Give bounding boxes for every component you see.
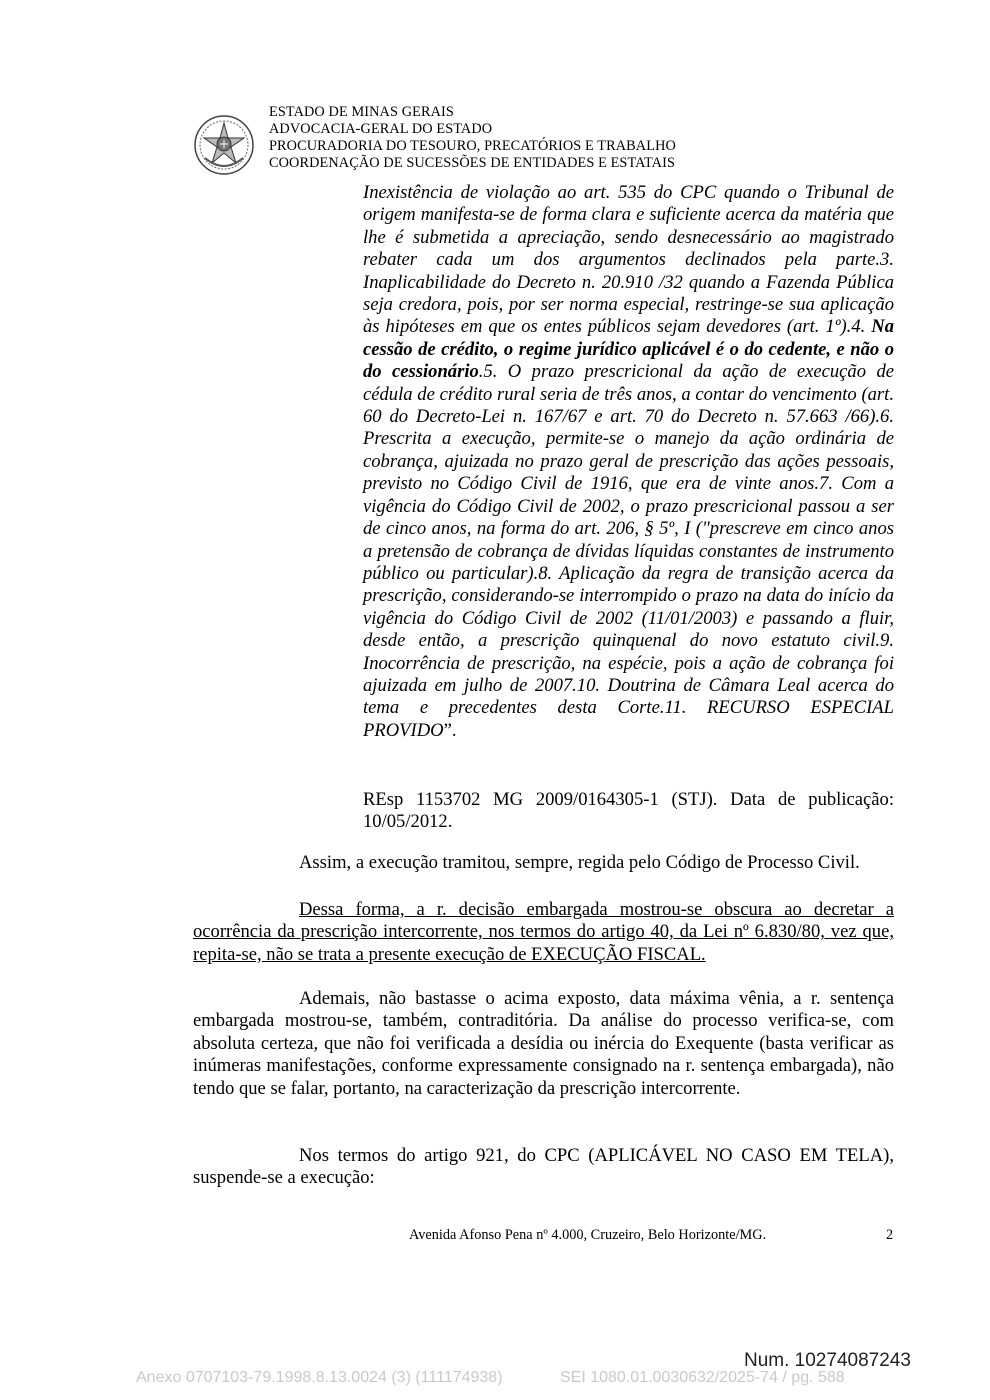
paragraph-obscure-decision: [193, 899, 894, 966]
case-reference: REsp 1153702 MG 2009/0164305-1 (STJ). Data de publicação: 10/05/2012.: [363, 789, 894, 833]
citation-highlight: Na cessão de crédito, o regime jurídico aplicável é o do cedente, e não o do cessionário: [363, 316, 894, 383]
document-number-stamp: Num. 10274087243: [744, 1350, 911, 1371]
coat-of-arms-icon: [193, 114, 255, 176]
sei-stamp: SEI 1080.01.0030632/2025-74 / pg. 588: [560, 1369, 845, 1386]
citation-text-part2: .5. O prazo prescricional da ação de execução de cédula de crédito rural seria de três anos, a contar do vencimento (art. 60 do Decreto-Lei n. 167/67 e art. 70 do Decreto n. 57.663 /66).6. Prescrita a execução, permite-se o manejo da ação ordinária de cobrança, ajuizada no prazo geral de prescrição das ações pessoais, previsto no Código Civil de 1916, que era de vinte anos.7. Com a vigência do Código Civil de 2002, o prazo prescricional passou a ser de cinco anos, na forma do art. 206, § 5º, I ("prescreve em cinco anos a pretensão de cobrança de dívidas líquidas constantes de instrumento público ou particular).8. Aplicação da regra de transição acerca da prescrição, considerando-se interrompido o prazo na data do início da vigência do Código Civil de 2002 (11/01/2003) e passando a fluir, desde então, a prescrição quinquenal do novo estatuto civil.9. Inocorrência de prescrição, na espécie, pois a ação de cobrança foi ajuizada em julho de 2007.10. Doutrina de Câmara Leal acerca do tema e precedentes desta Corte.11. RECURSO ESPECIAL PROVIDO: [363, 361, 894, 741]
paragraph-obscure-text: Dessa forma, a r. decisão embargada mostrou-se obscura ao decretar a ocorrência da prescrição intercorrente, nos termos do artigo 40, da Lei nº 6.830/80, vez que, repita-se, não se trata a presente execução de EXECUÇÃO FISCAL.: [193, 899, 894, 965]
paragraph-contradiction: Ademais, não bastasse o acima exposto, data máxima vênia, a r. sentença embargada mostrou-se, também, contraditória. Da análise do processo verifica-se, com absoluta certeza, que não foi verificada a desídia ou inércia do Exequente (basta verificar as inúmeras manifestações, conforme expressamente consignado na r. sentença embargada), não tendo que se falar, portanto, na caracterização da prescrição intercorrente.: [193, 988, 894, 1099]
letterhead: [269, 104, 676, 172]
header-coordination: COORDENAÇÃO DE SUCESSÕES DE ENTIDADES E ESTATAIS: [269, 155, 676, 171]
header-agency: ADVOCACIA-GERAL DO ESTADO: [269, 121, 493, 137]
citation-text-part1: Inexistência de violação ao art. 535 do CPC quando o Tribunal de origem manifesta-se de forma clara e suficiente acerca da matéria que lhe é submetida a apreciação, sendo desnecessário ao magistrado rebater cada um dos argumentos declinados pela parte.3. Inaplicabilidade do Decreto n. 20.910 /32 quando a Fazenda Pública seja credora, pois, por ser norma especial, restringe-se sua aplicação às hipóteses em que os entes públicos sejam devedores (art. 1º).4.: [363, 182, 894, 338]
citation-closing: ”.: [443, 719, 457, 741]
header-state: ESTADO DE MINAS GERAIS: [269, 104, 454, 120]
paragraph-execution: Assim, a execução tramitou, sempre, regida pelo Código de Processo Civil.: [299, 852, 860, 873]
page-number: 2: [886, 1227, 894, 1243]
annex-stamp: Anexo 0707103-79.1998.8.13.0024 (3) (111174938): [136, 1369, 503, 1386]
paragraph-article-921: Nos termos do artigo 921, do CPC (APLICÁVEL NO CASO EM TELA), suspende-se a execução:: [193, 1145, 894, 1189]
case-citation-quote: [363, 182, 894, 742]
header-department: PROCURADORIA DO TESOURO, PRECATÓRIOS E TRABALHO: [269, 138, 676, 154]
footer-address: Avenida Afonso Pena nº 4.000, Cruzeiro, Belo Horizonte/MG.: [409, 1227, 767, 1243]
